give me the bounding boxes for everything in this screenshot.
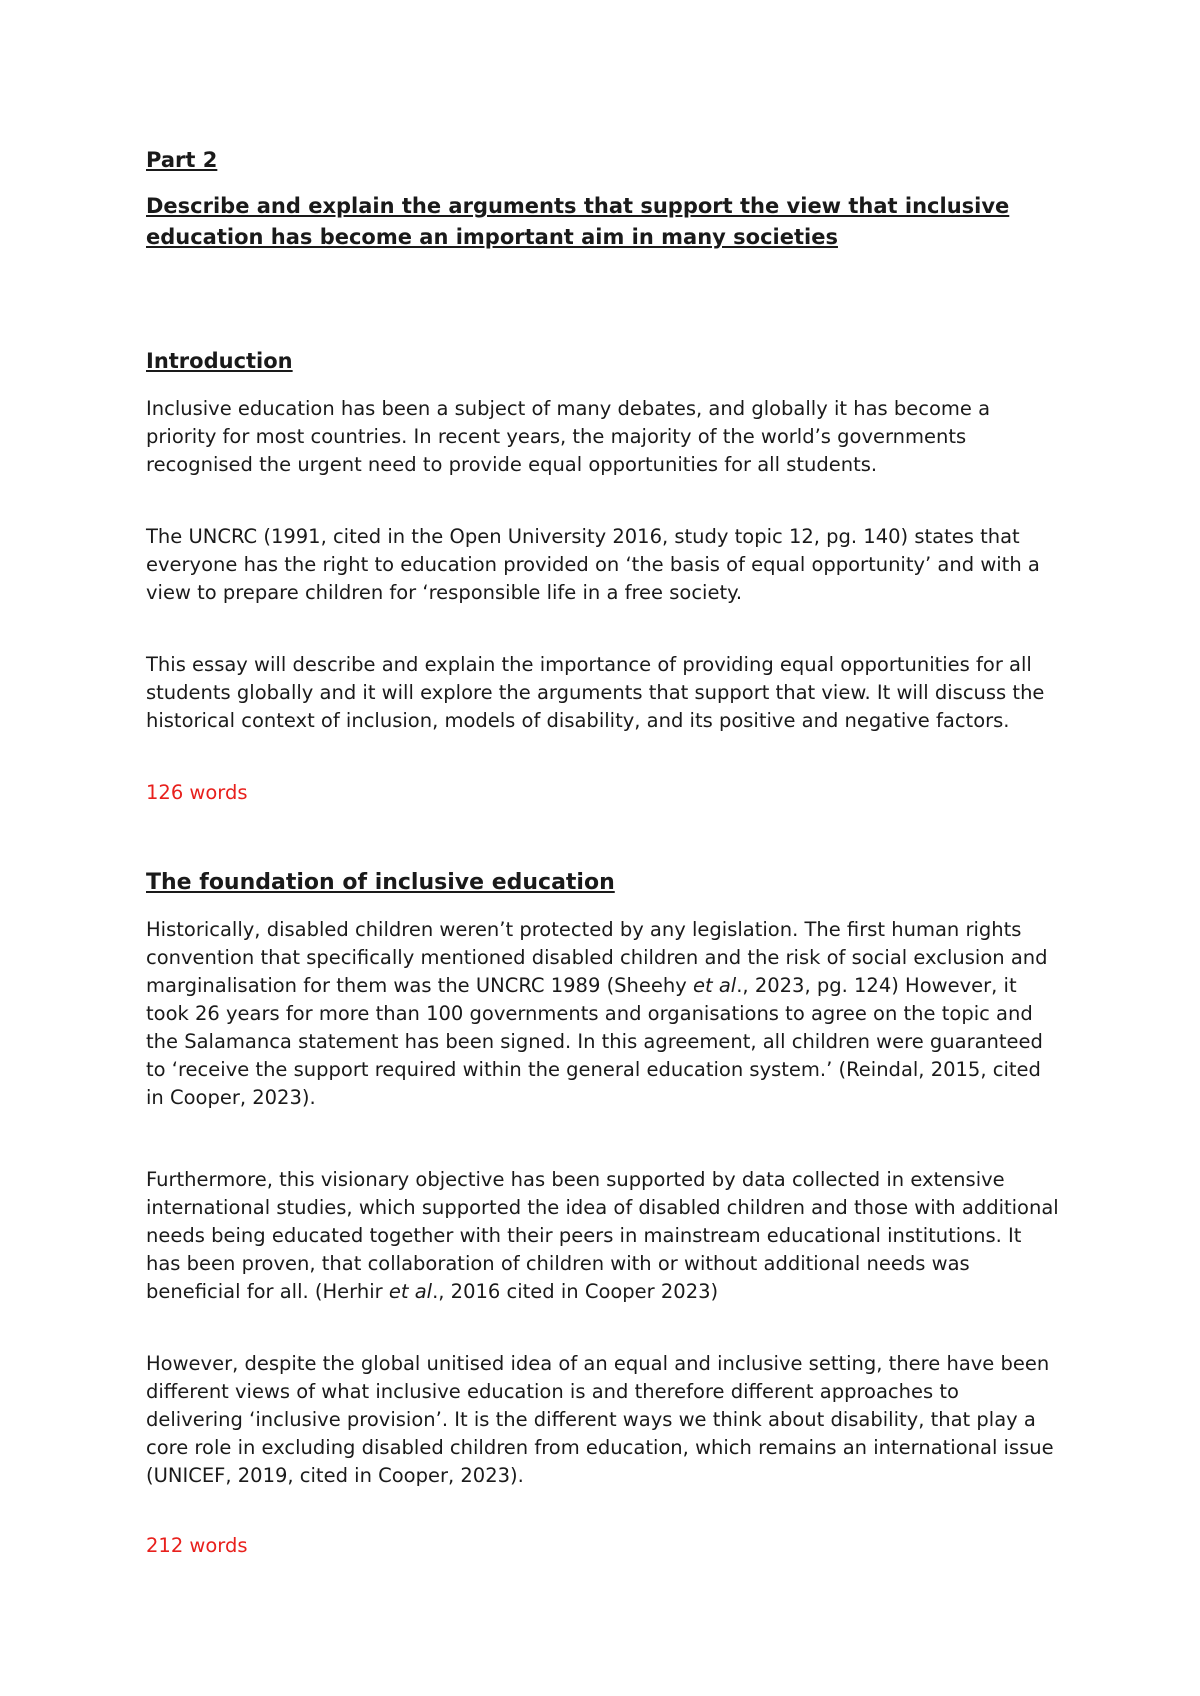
- foundation-paragraph-2: [146, 1166, 1061, 1306]
- foundation-paragraph-3: However, despite the global unitised idea of an equal and inclusive setting, there have been different views of what inclusive education is and therefore different approaches to delivering ‘inclusive provision’. It is the different ways we think about disability, that play a core role in excluding disabled children from education, which remains an international issue (UNICEF, 2019, cited in Cooper, 2023).: [146, 1352, 1054, 1487]
- foundation-p1-text-a: Historically, disabled children weren’t protected by any legislation. The first human rights convention that specifically mentioned disabled children and the risk of social exclusion and marginalisation for them was the UNCRC 1989 (Sheehy: [146, 918, 1048, 997]
- foundation-p1-text-b: ., 2023, pg. 124) However, it took 26 years for more than 100 governments and organisations to agree on the topic and the Salamanca statement has been signed. In this agreement, all children were guaranteed to ‘receive the support required within the general education system.’ (Reindal, 2015, cited in Cooper, 2023).: [146, 974, 1043, 1109]
- foundation-word-count: 212 words: [146, 1534, 248, 1557]
- part-title: Part 2: [146, 148, 218, 172]
- foundation-p2-et-al: et al: [388, 1280, 433, 1303]
- introduction-heading: Introduction: [146, 349, 293, 373]
- intro-paragraph-1: Inclusive education has been a subject of many debates, and globally it has become a priority for most countries. In recent years, the majority of the world’s governments recognised the urgent need to provide equal opportunities for all students.: [146, 397, 991, 476]
- foundation-p1-et-al: et al: [693, 974, 737, 997]
- foundation-paragraph-1: [146, 916, 1061, 1112]
- intro-paragraph-3: This essay will describe and explain the importance of providing equal opportunities for all students globally and it will explore the arguments that support that view. It will discuss the historical context of inclusion, models of disability, and its positive and negative factors.: [146, 653, 1045, 732]
- foundation-p2-text-a: Furthermore, this visionary objective has been supported by data collected in extensive international studies, which supported the idea of disabled children and those with additional needs being educated together with their peers in mainstream educational institutions. It has been proven, that collaboration of children with or without additional needs was beneficial for all. (Herhir: [146, 1168, 1059, 1303]
- intro-paragraph-2: The UNCRC (1991, cited in the Open University 2016, study topic 12, pg. 140) states that everyone has the right to education provided on ‘the basis of equal opportunity’ and with a view to prepare children for ‘responsible life in a free society.: [146, 525, 1040, 604]
- intro-word-count: 126 words: [146, 781, 248, 804]
- foundation-heading: The foundation of inclusive education: [146, 870, 615, 895]
- essay-question: Describe and explain the arguments that support the view that inclusive education has become an important aim in many societies: [146, 194, 1010, 249]
- foundation-p2-text-b: ., 2016 cited in Cooper 2023): [432, 1280, 719, 1303]
